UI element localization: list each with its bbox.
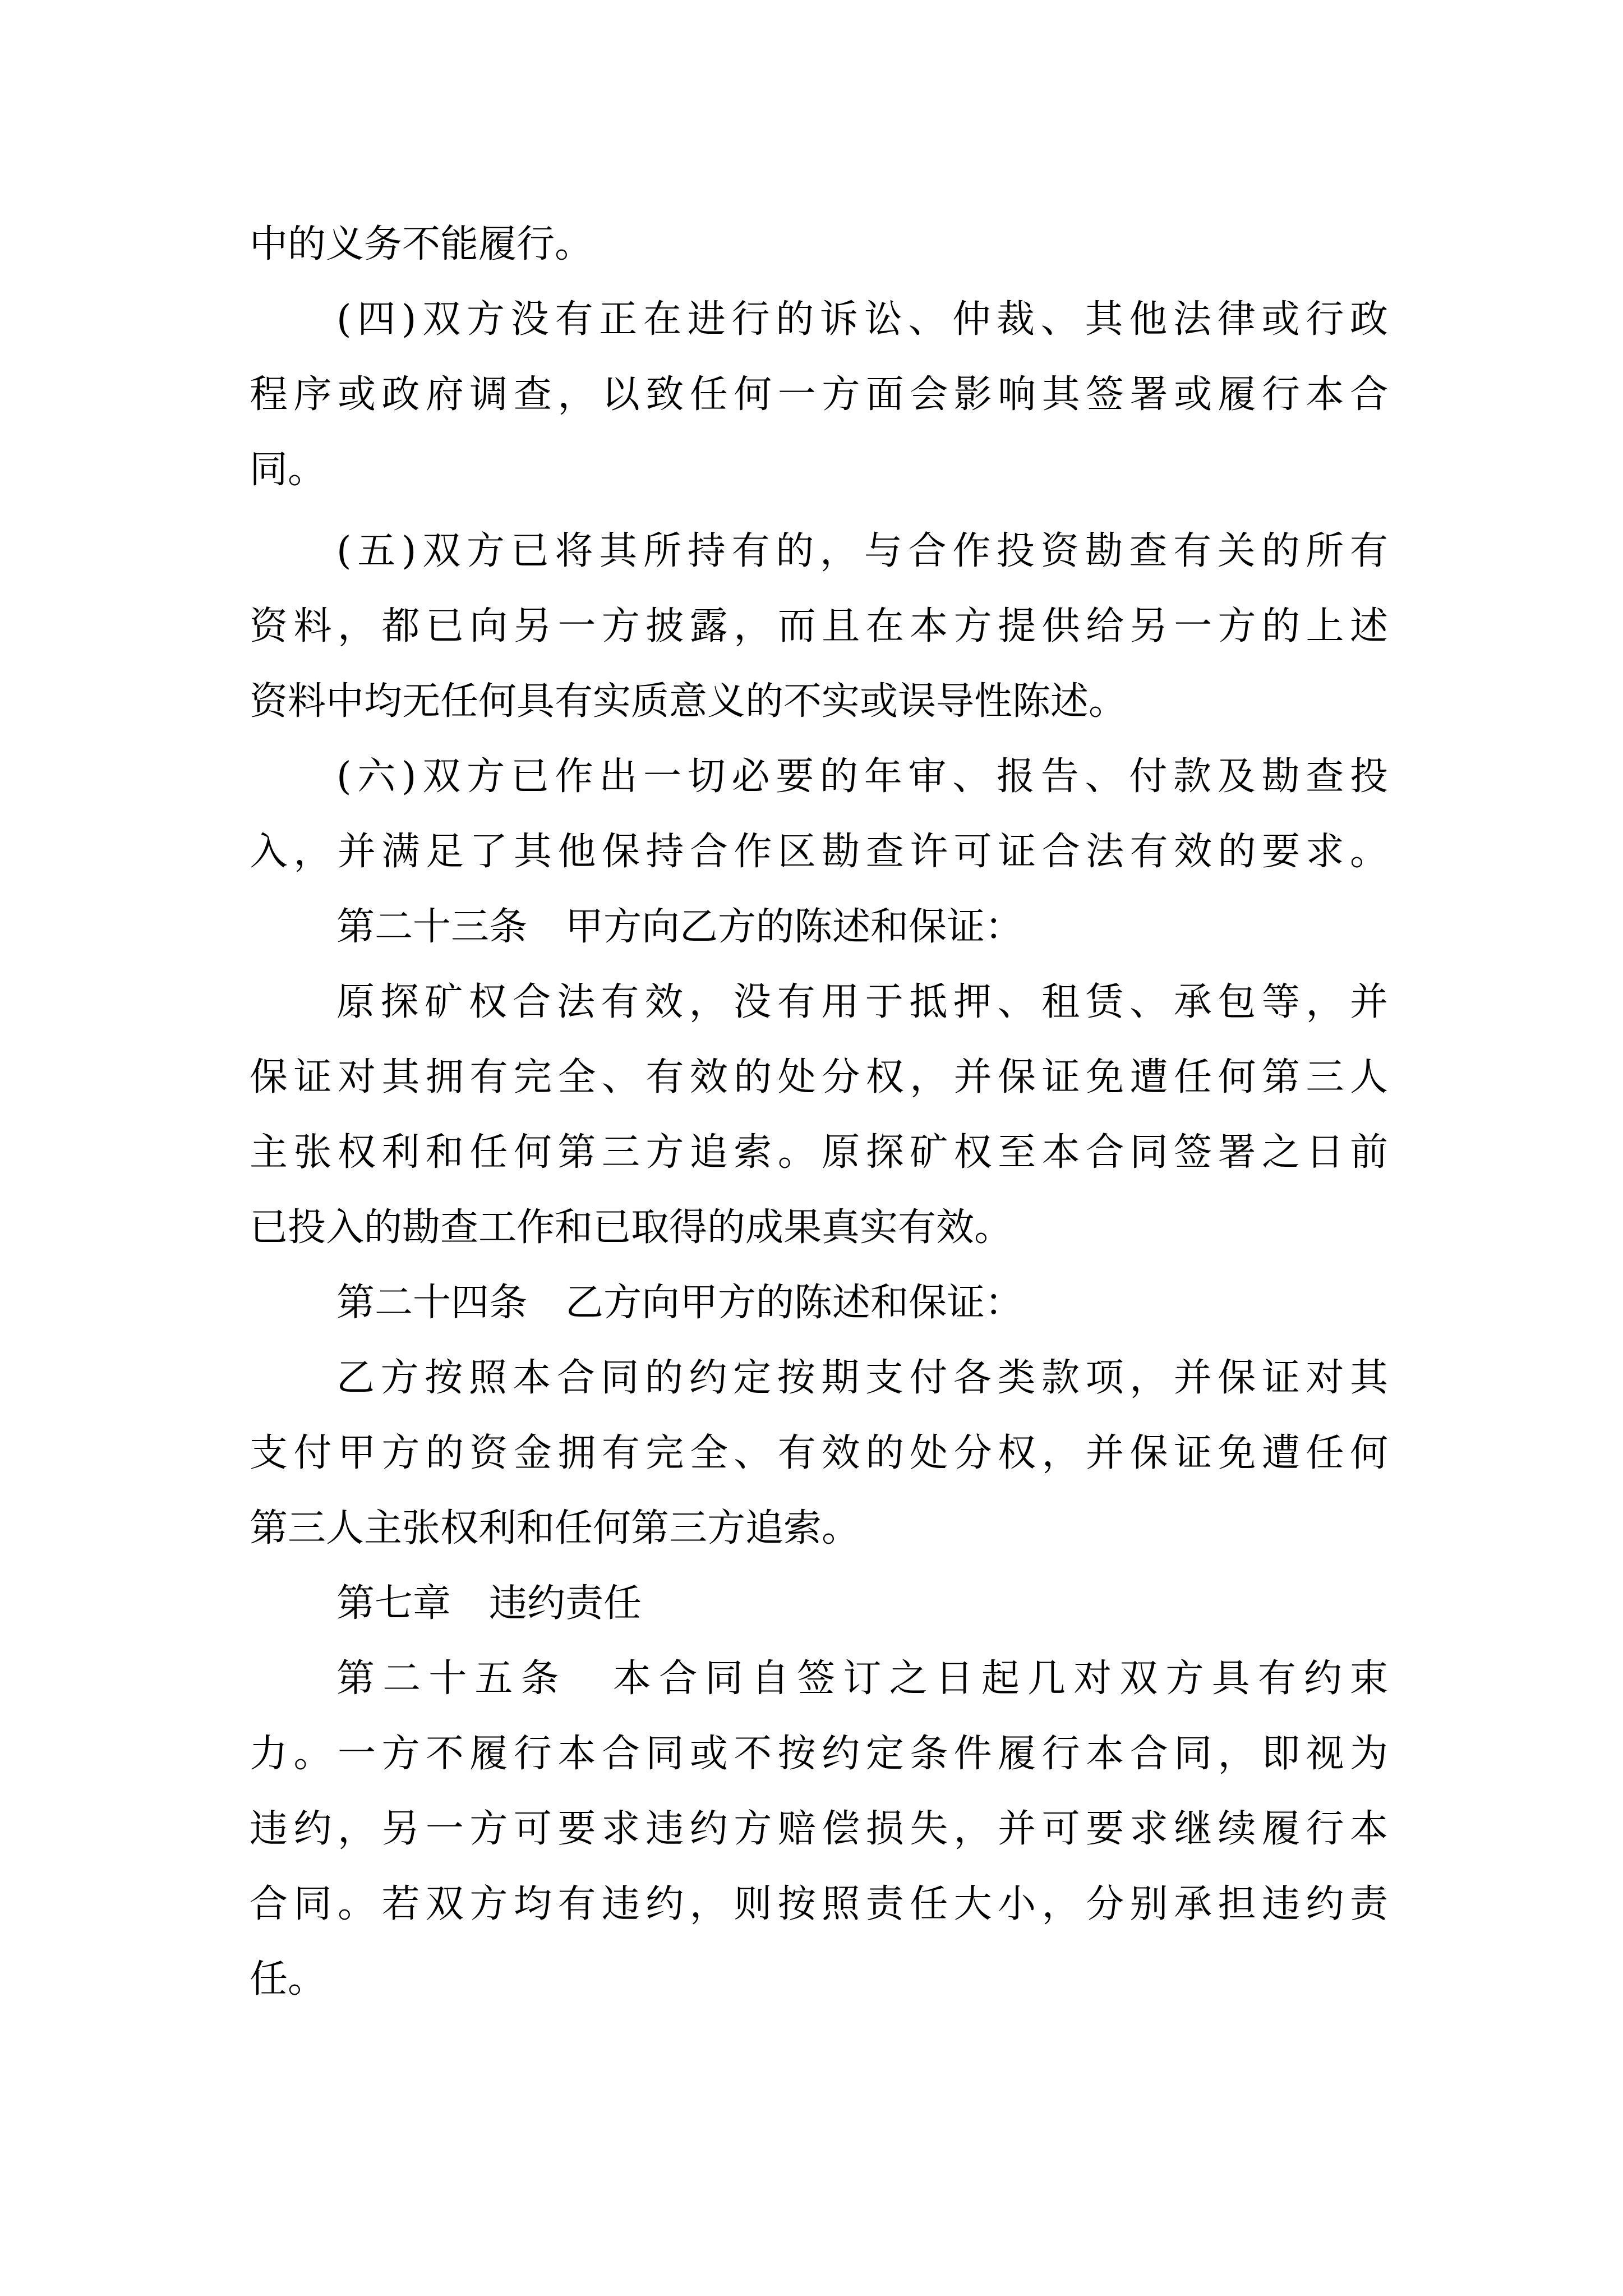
article-heading: 第二十三条 甲方向乙方的陈述和保证：	[336, 905, 1023, 949]
text-line: 资料，都已向另一方披露，而且在本方提供给另一方的上述	[250, 604, 1388, 648]
chapter-heading: 第七章 违约责任	[336, 1581, 642, 1626]
text-line: 原探矿权合法有效，没有用于抵押、租赁、承包等，并	[336, 980, 1388, 1024]
text-line: 中的义务不能履行。	[250, 222, 593, 266]
text-line: 入，并满足了其他保持合作区勘查许可证合法有效的要求。	[250, 830, 1388, 874]
text-line: 程序或政府调查，以致任何一方面会影响其签署或履行本合	[250, 372, 1388, 417]
article-heading: 第二十四条 乙方向甲方的陈述和保证：	[336, 1281, 1023, 1325]
text-line: (四)双方没有正在进行的诉讼、仲裁、其他法律或行政	[336, 297, 1388, 342]
text-line: (六)双方已作出一切必要的年审、报告、付款及勘查投	[336, 754, 1388, 799]
text-line: 违约，另一方可要求违约方赔偿损失，并可要求继续履行本	[250, 1807, 1388, 1851]
text-line: (五)双方已将其所持有的，与合作投资勘查有关的所有	[336, 529, 1388, 573]
text-line: 同。	[250, 448, 326, 492]
text-line: 保证对其拥有完全、有效的处分权，并保证免遭任何第三人	[250, 1055, 1388, 1099]
text-line: 支付甲方的资金拥有完全、有效的处分权，并保证免遭任何	[250, 1431, 1388, 1475]
text-line: 乙方按照本合同的约定按期支付各类款项，并保证对其	[336, 1356, 1388, 1400]
text-line: 合同。若双方均有违约，则按照责任大小，分别承担违约责	[250, 1882, 1388, 1926]
text-line: 任。	[250, 1957, 326, 2001]
article-heading: 第二十五条 本合同自签订之日起几对双方具有约束	[336, 1657, 1388, 1701]
text-line: 第三人主张权利和任何第三方追索。	[250, 1506, 860, 1550]
text-line: 主张权利和任何第三方追索。原探矿权至本合同签署之日前	[250, 1130, 1388, 1175]
text-line: 力。一方不履行本合同或不按约定条件履行本合同，即视为	[250, 1732, 1388, 1776]
text-line: 已投入的勘查工作和已取得的成果真实有效。	[250, 1205, 1013, 1250]
text-line: 资料中均无任何具有实质意义的不实或误导性陈述。	[250, 679, 1127, 724]
